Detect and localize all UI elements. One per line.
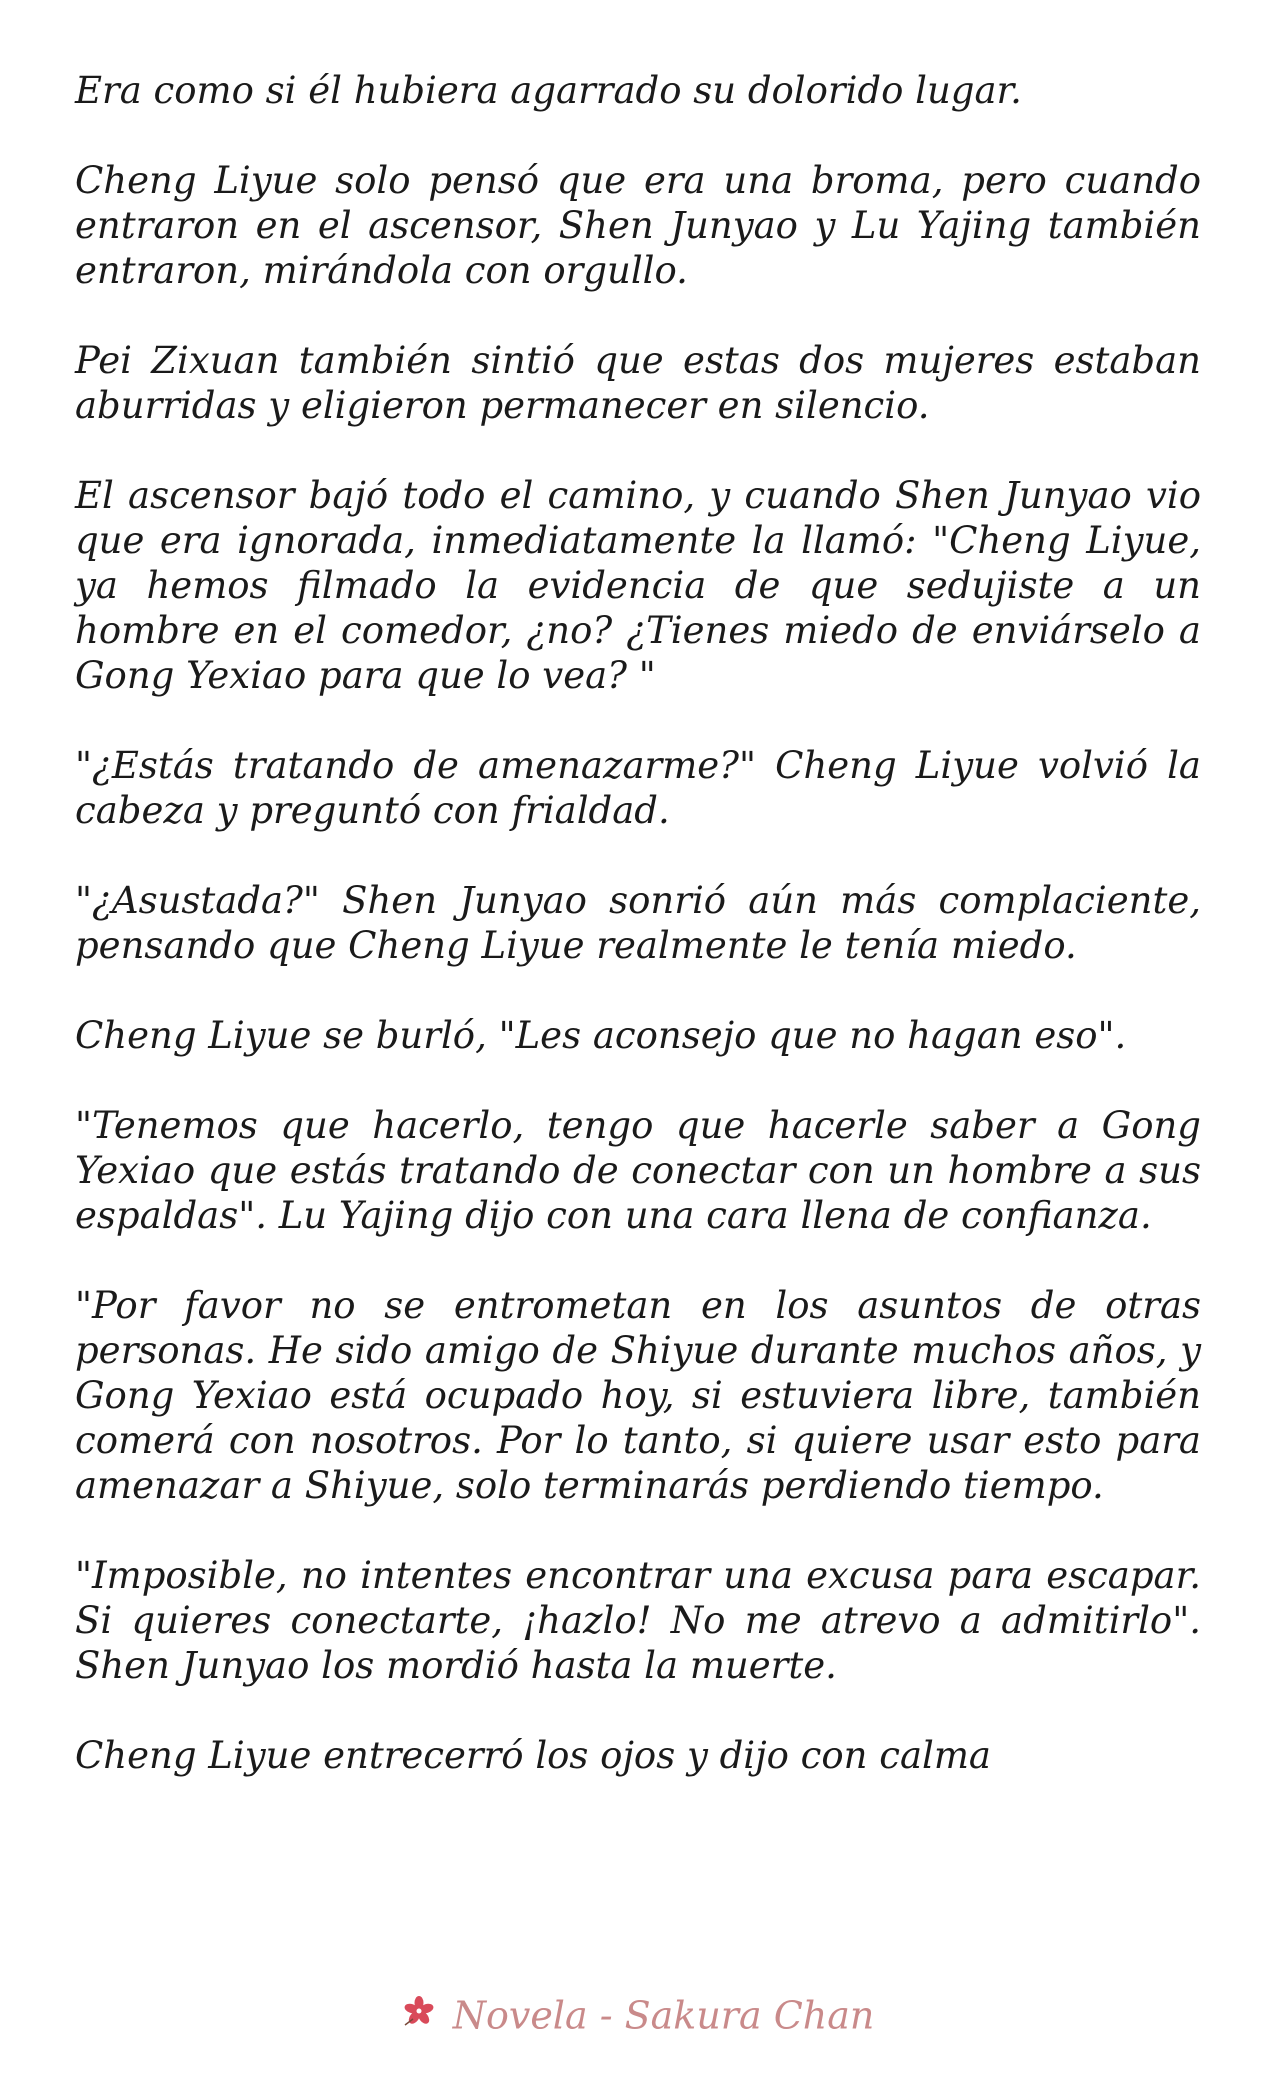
paragraph-6: "¿Asustada?" Shen Junyao sonrió aún más complaciente, pensando que Cheng Liyue realmente le tenía miedo. (75, 879, 1201, 967)
sakura-flower-icon (401, 1992, 437, 2040)
paragraph-8: "Tenemos que hacerlo, tengo que hacerle saber a Gong Yexiao que estás tratando de conectar con un hombre a sus espaldas". Lu Yajing dijo con una cara llena de confianza. (75, 1104, 1201, 1237)
watermark (0, 1988, 1275, 2040)
paragraph-7: Cheng Liyue se burló, "Les aconsejo que no hagan eso". (75, 1014, 1127, 1057)
paragraph-5: "¿Estás tratando de amenazarme?" Cheng Liyue volvió la cabeza y preguntó con frialdad. (75, 744, 1201, 832)
paragraph-10: "Imposible, no intentes encontrar una excusa para escapar. Si quieres conectarte, ¡hazlo! No me atrevo a admitirlo". Shen Junyao los mordió hasta la muerte. (75, 1554, 1201, 1687)
story-text (75, 68, 1201, 1778)
paragraph-9: "Por favor no se entrometan en los asuntos de otras personas. He sido amigo de Shiyue durante muchos años, y Gong Yexiao está ocupado hoy, si estuviera libre, también comerá con nosotros. Por lo tanto, si quiere usar esto para amenazar a Shiyue, solo terminarás perdiendo tiempo. (75, 1284, 1201, 1507)
paragraph-1: Era como si él hubiera agarrado su dolorido lugar. (75, 69, 1022, 112)
paragraph-4: El ascensor bajó todo el camino, y cuando Shen Junyao vio que era ignorada, inmediatamente la llamó: "Cheng Liyue, ya hemos filmado la evidencia de que sedujiste a un hombre en el comedor, ¿no? ¿Tienes miedo de enviárselo a Gong Yexiao para que lo vea? " (75, 474, 1201, 697)
paragraph-2: Cheng Liyue solo pensó que era una broma, pero cuando entraron en el ascensor, Shen Junyao y Lu Yajing también entraron, mirándola con orgullo. (75, 159, 1201, 292)
paragraph-3: Pei Zixuan también sintió que estas dos mujeres estaban aburridas y eligieron permanecer en silencio. (75, 339, 1201, 427)
paragraph-11: Cheng Liyue entrecerró los ojos y dijo con calma (75, 1734, 991, 1777)
watermark-text: Novela - Sakura Chan (452, 1993, 875, 2038)
